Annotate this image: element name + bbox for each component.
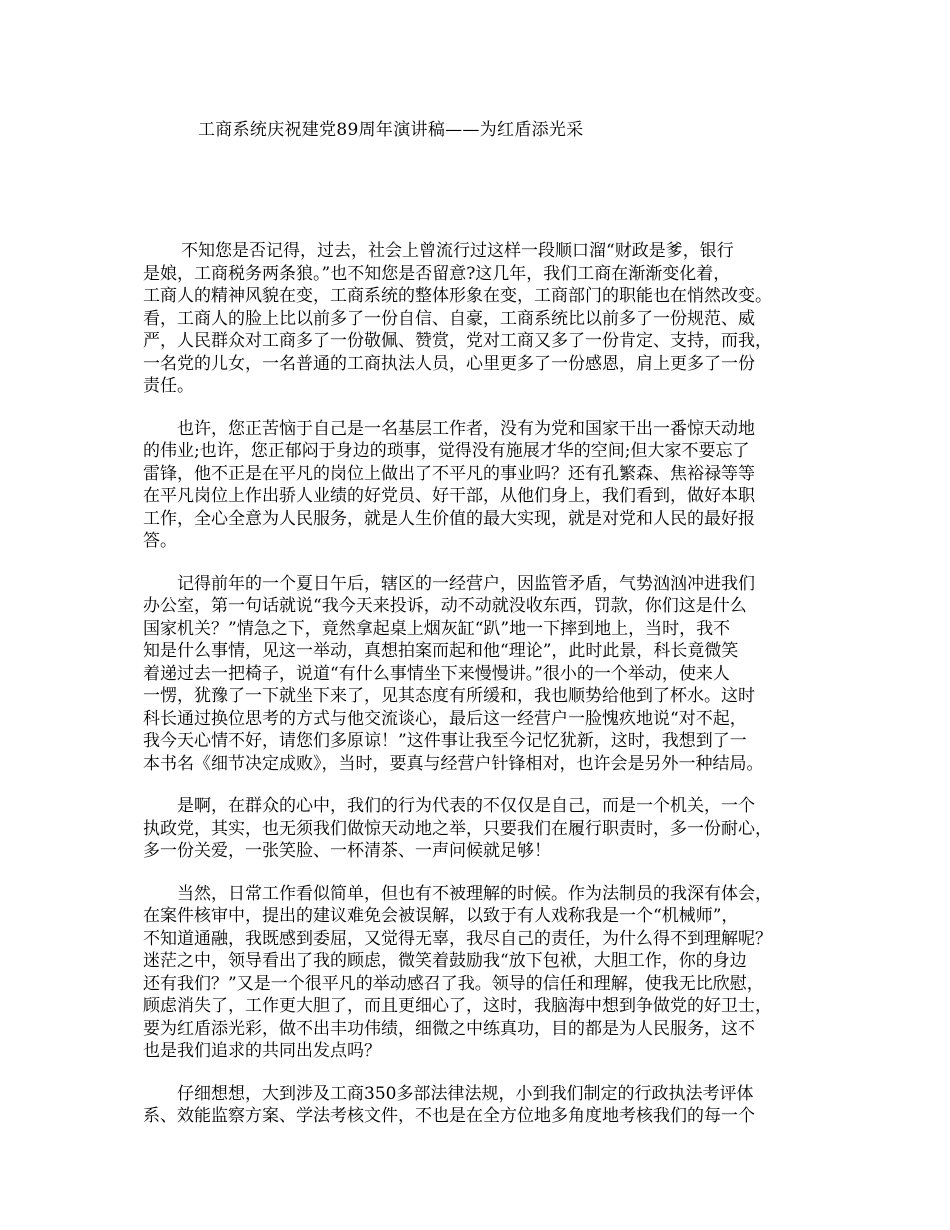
paragraph-2 — [143, 418, 823, 553]
text-line: 科长通过换位思考的方式与他交流谈心，最后这一经营户一脸愧疚地说“对不起， — [143, 708, 747, 729]
document-body — [143, 240, 823, 1148]
text-line: 是娘，工商税务两条狼。”也不知您是否留意?这几年，我们工商在渐渐变化着， — [143, 263, 731, 284]
paragraph-6 — [143, 1083, 823, 1128]
text-line: 是啊，在群众的心中，我们的行为代表的不仅仅是自己，而是一个机关，一个 — [177, 796, 755, 816]
paragraph-4 — [143, 795, 823, 863]
text-line: 本书名《细节决定成败》，当时，要真与经营户针锋相对，也许会是另外一种结局。 — [143, 753, 764, 774]
text-line: 雷锋，他不正是在平凡的岗位上做出了不平凡的事业吗？还有孔繁森、焦裕禄等等 — [143, 463, 755, 484]
text-line: 当然，日常工作看似简单，但也有不被理解的时候。作为法制员的我深有体会， — [177, 883, 772, 904]
text-line: 仔细想想，大到涉及工商350多部法律法规，小到我们制定的行政执法考评体 — [177, 1083, 754, 1104]
text-line: 我今天心情不好，请您们多原谅！”这件事让我至今记忆犹新，这时，我想到了一 — [143, 731, 747, 751]
document-title: 工商系统庆祝建党89周年演讲稿——为红盾添光采 — [198, 120, 584, 140]
text-line: 国家机关？”情急之下，竟然拿起桌上烟灰缸“趴”地一下摔到地上，当时，我不 — [143, 618, 731, 639]
text-line: 看，工商人的脸上比以前多了一份自信、自豪，工商系统比以前多了一份规范、威 — [143, 308, 755, 329]
text-line: 顾虑消失了，工作更大胆了，而且更细心了，这时，我脑海中想到争做党的好卫士， — [143, 996, 772, 1016]
text-line: 系、效能监察方案、学法考核文件，不也是在全方位地多角度地考核我们的每一个 — [143, 1106, 755, 1126]
text-line: 答。 — [143, 531, 177, 551]
paragraph-5 — [143, 883, 823, 1063]
text-line: 还有我们？”又是一个很平凡的举动感召了我。领导的信任和理解，使我无比欣慰， — [143, 973, 764, 994]
text-line: 严，人民群众对工商多了一份敬佩、赞赏，党对工商又多了一份肯定、支持，而我， — [143, 331, 772, 351]
text-line: 办公室，第一句话就说“我今天来投诉，动不动就没收东西，罚款，你们这是什么 — [143, 596, 747, 616]
text-line: 知是什么事情，见这一举动，真想拍案而起和他“理论”，此时此景，科长竟微笑 — [143, 641, 739, 661]
text-line: 责任。 — [143, 376, 194, 396]
text-line: 一名党的儿女，一名普通的工商执法人员，心里更多了一份感恩，肩上更多了一份 — [143, 353, 755, 374]
text-line: 一愣，犹豫了一下就坐下来了，见其态度有所缓和，我也顺势给他到了杯水。这时 — [143, 686, 755, 706]
paragraph-1 — [143, 240, 823, 398]
text-line: 工商人的精神风貌在变，工商系统的整体形象在变，工商部门的职能也在悄然改变。 — [143, 286, 772, 306]
text-line: 着递过去一把椅子，说道“有什么事情坐下来慢慢讲。”很小的一个举动，使来人 — [143, 663, 730, 684]
text-line: 迷茫之中，领导看出了我的顾虑，微笑着鼓励我“放下包袱，大胆工作，你的身边 — [143, 951, 747, 971]
text-line: 记得前年的一个夏日午后，辖区的一经营户，因监管矛盾，气势汹汹冲进我们 — [177, 573, 755, 594]
text-line: 不知您是否记得，过去，社会上曾流行过这样一段顺口溜“财政是爹，银行 — [181, 241, 734, 261]
text-line: 在平凡岗位上作出骄人业绩的好党员、好干部，从他们身上，我们看到，做好本职 — [143, 486, 755, 506]
text-line: 也是我们追求的共同出发点吗？ — [143, 1041, 381, 1061]
paragraph-3 — [143, 573, 823, 776]
text-line: 多一份关爱，一张笑脸、一杯清茶、一声问候就足够！ — [143, 841, 551, 861]
text-line: 要为红盾添光彩，做不出丰功伟绩，细微之中练真功，目的都是为人民服务，这不 — [143, 1018, 755, 1039]
text-line: 的伟业;也许，您正郁闷于身边的琐事，觉得没有施展才华的空间;但大家不要忘了 — [143, 441, 750, 461]
text-line: 不知道通融，我既感到委屈，又觉得无辜，我尽自己的责任，为什么得不到理解呢？ — [143, 928, 772, 949]
text-line: 在案件核审中，提出的建议难免会被误解，以致于有人戏称我是一个“机械师”， — [143, 906, 739, 926]
text-line: 也许，您正苦恼于自己是一名基层工作者，没有为党和国家干出一番惊天动地 — [177, 418, 755, 439]
text-line: 工作，全心全意为人民服务，就是人生价值的最大实现，就是对党和人民的最好报 — [143, 508, 755, 529]
text-line: 执政党，其实，也无须我们做惊天动地之举，只要我们在履行职责时，多一份耐心， — [143, 818, 772, 839]
